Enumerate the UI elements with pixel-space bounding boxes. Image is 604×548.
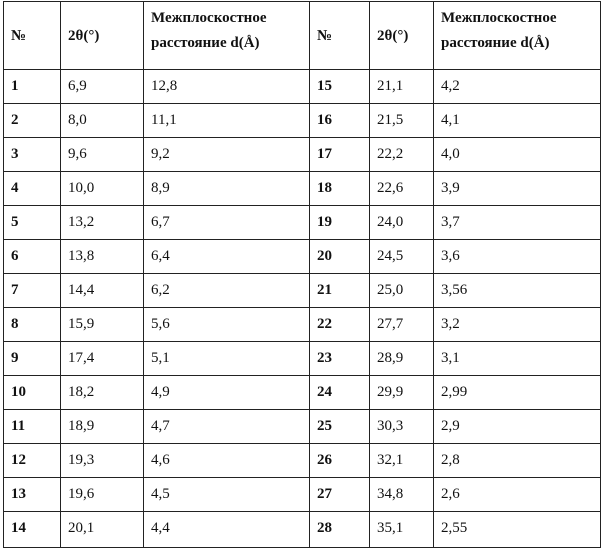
table-row xyxy=(4,104,601,138)
header-no-left: № xyxy=(4,2,61,70)
two-theta-cell: 22,6 xyxy=(370,172,434,206)
header-two-theta-left: 2θ(°) xyxy=(61,2,144,70)
table-row xyxy=(4,274,601,308)
peak-number-cell: 3 xyxy=(4,138,61,172)
header-d-line1: Межплоскостное xyxy=(151,10,267,26)
table-row xyxy=(4,410,601,444)
table-row xyxy=(4,70,601,104)
peak-number-cell: 10 xyxy=(4,376,61,410)
two-theta-cell: 17,4 xyxy=(61,342,144,376)
d-spacing-cell: 2,6 xyxy=(434,478,601,512)
peak-number-cell: 21 xyxy=(310,274,370,308)
two-theta-cell: 30,3 xyxy=(370,410,434,444)
d-spacing-cell: 12,8 xyxy=(144,70,310,104)
two-theta-cell: 15,9 xyxy=(61,308,144,342)
d-spacing-cell: 6,4 xyxy=(144,240,310,274)
peak-number-cell: 1 xyxy=(4,70,61,104)
table-row xyxy=(4,138,601,172)
peak-number-cell: 26 xyxy=(310,444,370,478)
d-spacing-cell: 5,1 xyxy=(144,342,310,376)
d-spacing-cell: 4,0 xyxy=(434,138,601,172)
peak-number-cell: 12 xyxy=(4,444,61,478)
table-row xyxy=(4,376,601,410)
d-spacing-cell: 4,7 xyxy=(144,410,310,444)
two-theta-cell: 13,2 xyxy=(61,206,144,240)
d-spacing-cell: 2,8 xyxy=(434,444,601,478)
d-spacing-cell: 6,2 xyxy=(144,274,310,308)
d-spacing-cell: 3,7 xyxy=(434,206,601,240)
two-theta-cell: 19,3 xyxy=(61,444,144,478)
two-theta-cell: 18,9 xyxy=(61,410,144,444)
d-spacing-cell: 4,4 xyxy=(144,512,310,548)
peak-number-cell: 20 xyxy=(310,240,370,274)
table-row xyxy=(4,240,601,274)
peak-number-cell: 16 xyxy=(310,104,370,138)
peak-number-cell: 23 xyxy=(310,342,370,376)
peak-number-cell: 15 xyxy=(310,70,370,104)
two-theta-cell: 19,6 xyxy=(61,478,144,512)
peak-number-cell: 13 xyxy=(4,478,61,512)
header-no-right: № xyxy=(310,2,370,70)
peak-number-cell: 8 xyxy=(4,308,61,342)
two-theta-cell: 22,2 xyxy=(370,138,434,172)
header-d-line1: Межплоскостное xyxy=(441,10,557,26)
d-spacing-cell: 2,99 xyxy=(434,376,601,410)
table-row xyxy=(4,172,601,206)
d-spacing-cell: 9,2 xyxy=(144,138,310,172)
table-row xyxy=(4,308,601,342)
d-spacing-cell: 3,56 xyxy=(434,274,601,308)
d-spacing-cell: 4,9 xyxy=(144,376,310,410)
peak-number-cell: 27 xyxy=(310,478,370,512)
two-theta-cell: 29,9 xyxy=(370,376,434,410)
peak-number-cell: 28 xyxy=(310,512,370,548)
two-theta-cell: 10,0 xyxy=(61,172,144,206)
d-spacing-cell: 3,1 xyxy=(434,342,601,376)
d-spacing-cell: 8,9 xyxy=(144,172,310,206)
peak-number-cell: 25 xyxy=(310,410,370,444)
two-theta-cell: 24,0 xyxy=(370,206,434,240)
table-row xyxy=(4,206,601,240)
peak-number-cell: 9 xyxy=(4,342,61,376)
d-spacing-cell: 2,55 xyxy=(434,512,601,548)
two-theta-cell: 32,1 xyxy=(370,444,434,478)
peak-number-cell: 18 xyxy=(310,172,370,206)
d-spacing-cell: 4,2 xyxy=(434,70,601,104)
header-row xyxy=(4,2,601,70)
header-d-spacing-left xyxy=(144,2,310,70)
peak-number-cell: 11 xyxy=(4,410,61,444)
d-spacing-cell: 4,6 xyxy=(144,444,310,478)
two-theta-cell: 8,0 xyxy=(61,104,144,138)
d-spacing-cell: 3,6 xyxy=(434,240,601,274)
peak-number-cell: 5 xyxy=(4,206,61,240)
two-theta-cell: 14,4 xyxy=(61,274,144,308)
d-spacing-cell: 5,6 xyxy=(144,308,310,342)
table-row xyxy=(4,444,601,478)
header-two-theta-right: 2θ(°) xyxy=(370,2,434,70)
peak-number-cell: 14 xyxy=(4,512,61,548)
two-theta-cell: 9,6 xyxy=(61,138,144,172)
d-spacing-cell: 11,1 xyxy=(144,104,310,138)
xrd-peaks-table xyxy=(3,1,601,548)
d-spacing-cell: 3,2 xyxy=(434,308,601,342)
two-theta-cell: 35,1 xyxy=(370,512,434,548)
two-theta-cell: 20,1 xyxy=(61,512,144,548)
two-theta-cell: 21,1 xyxy=(370,70,434,104)
d-spacing-cell: 3,9 xyxy=(434,172,601,206)
two-theta-cell: 27,7 xyxy=(370,308,434,342)
two-theta-cell: 34,8 xyxy=(370,478,434,512)
two-theta-cell: 18,2 xyxy=(61,376,144,410)
table-row xyxy=(4,478,601,512)
d-spacing-cell: 6,7 xyxy=(144,206,310,240)
peak-number-cell: 4 xyxy=(4,172,61,206)
peak-number-cell: 17 xyxy=(310,138,370,172)
two-theta-cell: 25,0 xyxy=(370,274,434,308)
d-spacing-cell: 4,1 xyxy=(434,104,601,138)
table-row xyxy=(4,342,601,376)
d-spacing-cell: 4,5 xyxy=(144,478,310,512)
header-d-line2: расстояние d(Å) xyxy=(151,35,260,51)
two-theta-cell: 21,5 xyxy=(370,104,434,138)
peak-number-cell: 7 xyxy=(4,274,61,308)
d-spacing-cell: 2,9 xyxy=(434,410,601,444)
peak-number-cell: 24 xyxy=(310,376,370,410)
two-theta-cell: 13,8 xyxy=(61,240,144,274)
two-theta-cell: 24,5 xyxy=(370,240,434,274)
peak-number-cell: 19 xyxy=(310,206,370,240)
table-body xyxy=(4,70,601,548)
two-theta-cell: 6,9 xyxy=(61,70,144,104)
peak-number-cell: 6 xyxy=(4,240,61,274)
peak-number-cell: 22 xyxy=(310,308,370,342)
header-d-spacing-right xyxy=(434,2,601,70)
header-d-line2: расстояние d(Å) xyxy=(441,35,550,51)
peak-number-cell: 2 xyxy=(4,104,61,138)
two-theta-cell: 28,9 xyxy=(370,342,434,376)
